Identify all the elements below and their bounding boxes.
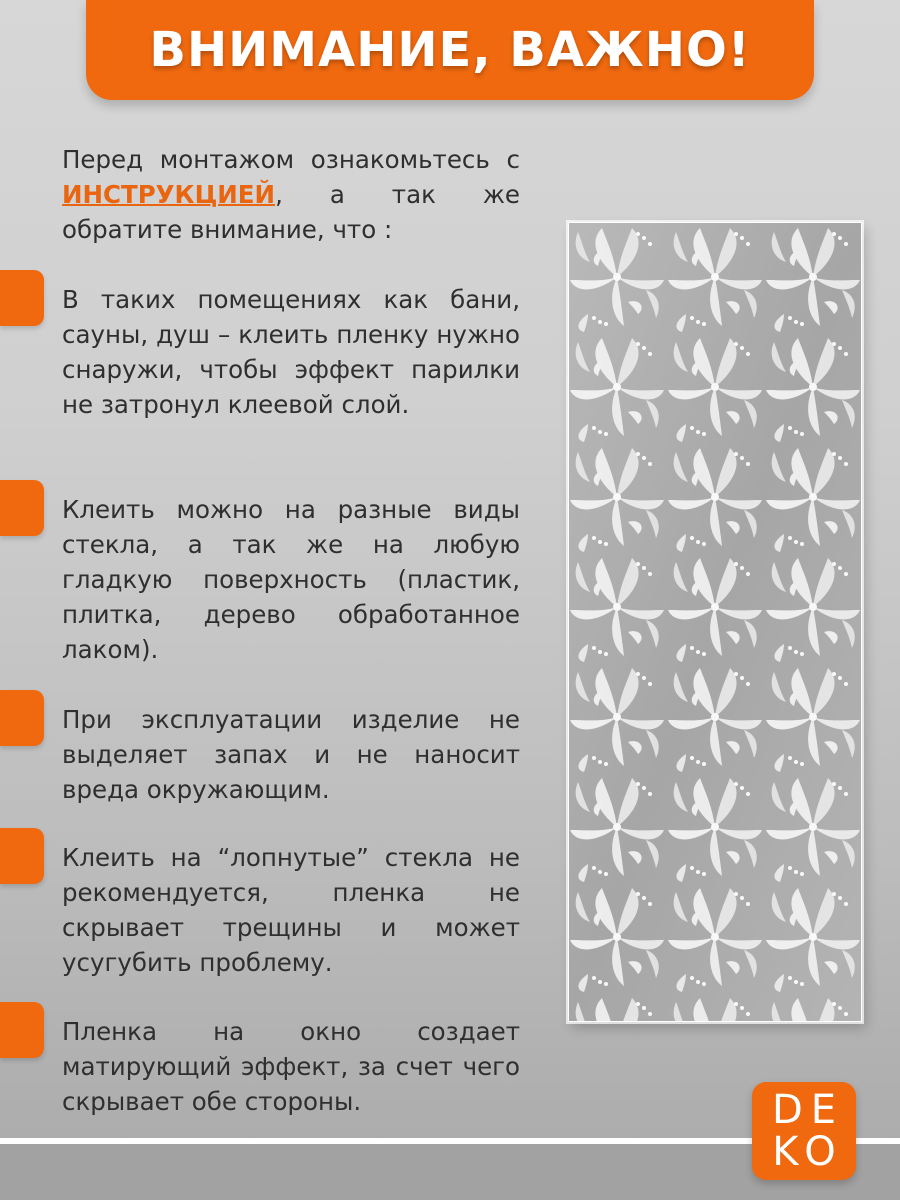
header-banner — [86, 0, 814, 100]
intro-text — [62, 142, 520, 247]
list-item: Клеить можно на разные виды стекла, а так же на любую гладкую поверхность (пластик, плитка, дерево обработанное лаком). — [62, 495, 520, 664]
floral-pattern-icon — [568, 222, 862, 1022]
intro-after: , а так же обратите внимание, что : — [62, 180, 520, 244]
list-item: При эксплуатации изделие не выделяет запах и не наносит вреда окружающим. — [62, 705, 520, 804]
bullet-marker — [0, 1002, 44, 1058]
deko-logo — [752, 1082, 856, 1180]
logo-line-1: DE — [771, 1087, 845, 1133]
list-item: В таких помещениях как бани, сауны, душ – клеить пленку нужно снаружи, чтобы эффект парилки не затронул клеевой слой. — [62, 285, 520, 419]
list-item: Клеить на “лопнутые” стекла не рекомендуется, пленка не скрывает трещины и может усугубить проблему. — [62, 843, 520, 977]
bullet-marker — [0, 828, 44, 884]
instruction-link[interactable]: ИНСТРУКЦИЕЙ — [62, 180, 276, 209]
bullet-marker — [0, 270, 44, 326]
logo-line-2: KO — [772, 1129, 844, 1175]
intro-before: Перед монтажом ознакомьтесь с — [62, 145, 520, 174]
bullet-marker — [0, 690, 44, 746]
floral-pattern-panel — [568, 222, 862, 1022]
bullet-marker — [0, 480, 44, 536]
page-title: ВНИМАНИЕ, ВАЖНО! — [149, 22, 751, 78]
list-item: Пленка на окно создает матирующий эффект, за счет чего скрывает обе стороны. — [62, 1017, 520, 1116]
